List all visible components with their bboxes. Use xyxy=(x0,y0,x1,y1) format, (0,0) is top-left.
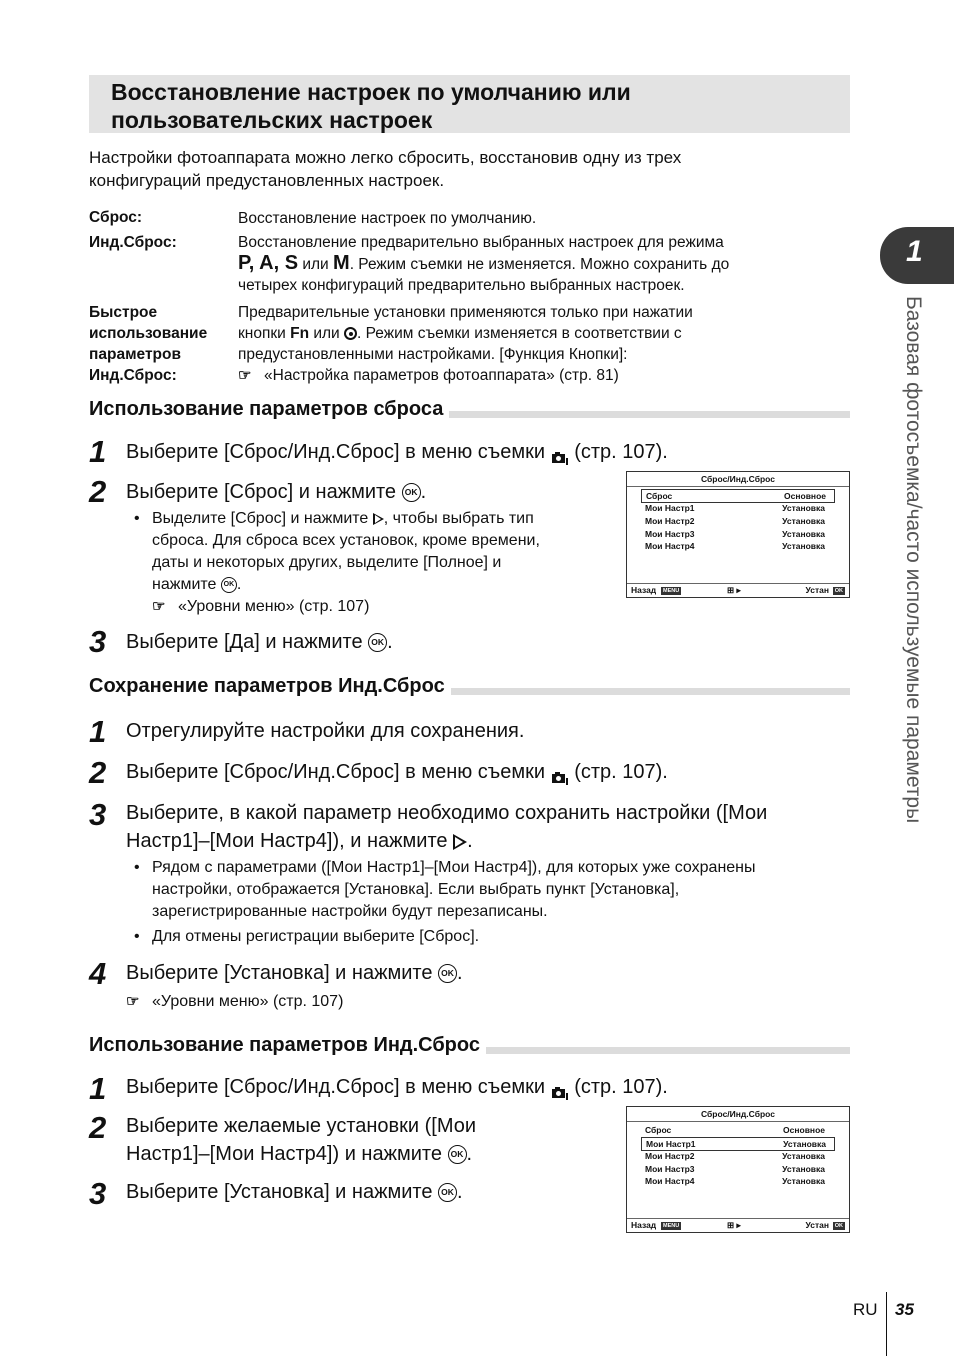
camera-menu-icon xyxy=(551,766,569,780)
section-heading-use: Использование параметров Инд.Сброс xyxy=(89,1033,850,1061)
step-number: 1 xyxy=(89,714,107,749)
screen-row: Мои Настр2 Установка xyxy=(645,1151,825,1161)
bullet-text: Выделите [Сброс] и нажмите , чтобы выбрать тип сброса. Для сброса всех установок, кроме времени, даты и некоторых других, выделите [Полное] и нажмите OK . ☞ «Уровни меню» (стр. 107) xyxy=(152,508,612,618)
step-text: Выберите [Сброс/Инд.Сброс] в меню съемки (стр. 107). xyxy=(126,1076,668,1098)
step-number: 1 xyxy=(89,1071,107,1106)
side-title-text: Базовая фотосъемка/часто используемые параметры xyxy=(902,296,925,824)
step-number: 3 xyxy=(89,1176,107,1211)
camera-menu-icon xyxy=(551,446,569,460)
bullet: • xyxy=(134,928,140,945)
section-heading-reset: Использование параметров сброса xyxy=(89,397,850,425)
bullet-text: Рядом с параметрами ([Мои Настр1]–[Мои Настр4]), для которых уже сохранены настройки, отображается [Установка]. Если выбрать пункт [Установка], зарегистрированные настройки будут перезаписаны. xyxy=(152,859,756,920)
intro-text: Настройки фотоаппарата можно легко сбросить, восстановив одну из трех конфигураций предустановленных настроек. xyxy=(89,148,682,190)
step-text: Выберите [Установка] и нажмите OK . xyxy=(126,962,463,984)
hand-pointer-icon: ☞ xyxy=(152,598,166,615)
screen-row: Мои Настр4 Установка xyxy=(645,1176,825,1186)
camera-screen-reset xyxy=(626,471,850,598)
bullet-text: Для отмены регистрации выберите [Сброс]. xyxy=(152,928,480,945)
bullet: • xyxy=(134,859,140,876)
dial-button-icon xyxy=(344,327,357,340)
step-number: 3 xyxy=(89,624,107,659)
term-custom: Инд.Сброс: xyxy=(89,234,177,251)
screen-row: Сброс Основное xyxy=(641,489,835,503)
language-code: RU xyxy=(853,1300,878,1319)
step-text: Выберите желаемые установки ([Мои Настр1]–[Мои Настр4]) и нажмите OK . xyxy=(126,1115,477,1165)
chapter-tab xyxy=(880,227,954,284)
step-text: Выберите [Сброс/Инд.Сброс] в меню съемки (стр. 107). xyxy=(126,441,668,463)
step-text: Отрегулируйте настройки для сохранения. xyxy=(126,720,525,742)
screen-row: Мои Настр2 Установка xyxy=(645,516,825,526)
step-number: 2 xyxy=(89,474,107,509)
def-quick: Предварительные установки применяются только при нажатии кнопки Fn или . Режим съемки изменяется в соответствии с предустановленными настройками. [Функция Кнопки]: ☞ «Настройка параметров фотоаппарата» (стр. 81) xyxy=(238,304,693,384)
step-number: 2 xyxy=(89,755,107,790)
screen-row: Мои Настр1 Установка xyxy=(641,1137,835,1151)
navigate-icon: ⊞ ▸ xyxy=(727,1220,741,1230)
step-text: Выберите, в какой параметр необходимо сохранить настройки ([Мои Настр1]–[Мои Настр4]), и нажмите . xyxy=(126,802,768,852)
right-arrow-icon xyxy=(373,513,384,525)
screen-footer: Назад MENU ⊞ ▸ Устан OK xyxy=(627,583,849,597)
screen-footer: Назад MENU ⊞ ▸ Устан OK xyxy=(627,1218,849,1232)
term-quick: Быстрое использование параметров Инд.Сброс: xyxy=(89,304,208,384)
hand-pointer-icon: ☞ xyxy=(238,367,252,384)
camera-screen-custom xyxy=(626,1106,850,1233)
ok-button-icon: OK xyxy=(438,964,457,983)
right-arrow-icon xyxy=(453,834,467,850)
hand-pointer-icon: ☞ xyxy=(126,993,140,1010)
ok-button-icon: OK xyxy=(448,1145,467,1164)
screen-row: Мои Настр3 Установка xyxy=(645,529,825,539)
ok-button-icon: OK xyxy=(438,1183,457,1202)
def-custom: Восстановление предварительно выбранных настроек для режима P, A, S или M. Режим съемки не изменяется. Можно сохранить до четырех конфигураций предварительно выбранных настроек. xyxy=(238,234,730,294)
reference: ☞ «Уровни меню» (стр. 107) xyxy=(126,991,343,1013)
step-text: Выберите [Сброс] и нажмите OK . xyxy=(126,481,427,503)
page-title: Восстановление настроек по умолчанию или пользовательских настроек xyxy=(111,79,631,133)
step-number: 3 xyxy=(89,797,107,832)
step-text: Выберите [Да] и нажмите OK . xyxy=(126,631,393,653)
def-reset: Восстановление настроек по умолчанию. xyxy=(238,210,537,227)
screen-row: Мои Настр1 Установка xyxy=(645,503,825,513)
page-number: 35 xyxy=(895,1300,914,1319)
screen-row: Мои Настр3 Установка xyxy=(645,1164,825,1174)
step-number: 2 xyxy=(89,1110,107,1145)
ok-button-icon: OK xyxy=(221,577,237,593)
section-heading-save: Сохранение параметров Инд.Сброс xyxy=(89,674,850,702)
step-text: Выберите [Установка] и нажмите OK . xyxy=(126,1181,463,1203)
screen-row: Мои Настр4 Установка xyxy=(645,541,825,551)
chapter-side-title xyxy=(885,296,925,946)
screen-title: Сброс/Инд.Сброс xyxy=(627,472,849,487)
step-number: 4 xyxy=(89,956,107,991)
chapter-number: 1 xyxy=(906,235,923,268)
step-number: 1 xyxy=(89,434,107,469)
screen-row: Сброс Основное xyxy=(645,1125,825,1135)
camera-menu-icon xyxy=(551,1081,569,1095)
navigate-icon: ⊞ ▸ xyxy=(727,585,741,595)
screen-title: Сброс/Инд.Сброс xyxy=(627,1107,849,1122)
step-text: Выберите [Сброс/Инд.Сброс] в меню съемки (стр. 107). xyxy=(126,761,668,783)
term-reset: Сброс: xyxy=(89,209,143,226)
section-title-box xyxy=(89,75,850,133)
ok-button-icon: OK xyxy=(368,633,387,652)
ok-button-icon: OK xyxy=(402,483,421,502)
footer-divider xyxy=(886,1292,887,1356)
bullet: • xyxy=(134,510,140,527)
